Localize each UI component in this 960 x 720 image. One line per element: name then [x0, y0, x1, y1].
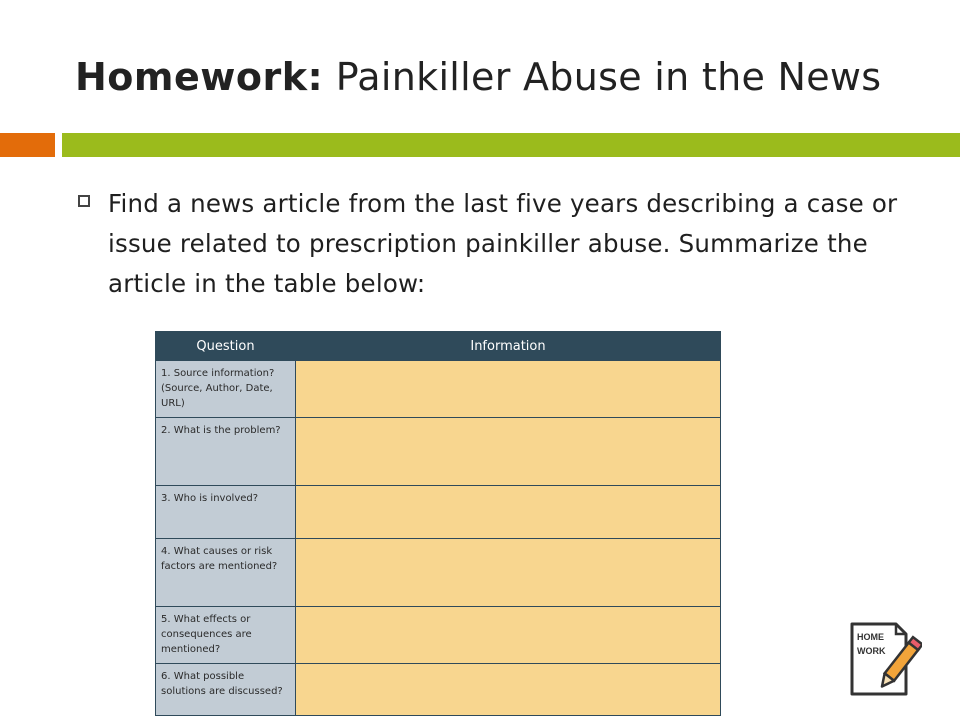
title-bold: Homework:	[75, 55, 324, 99]
homework-icon-line2: WORK	[857, 646, 886, 656]
square-bullet-icon	[78, 195, 90, 207]
header-information: Information	[296, 332, 721, 361]
question-cell: 3. Who is involved?	[156, 486, 296, 539]
table-header-row	[156, 332, 721, 361]
question-cell: 1. Source information? (Source, Author, Date, URL)	[156, 361, 296, 418]
summary-table	[155, 331, 721, 716]
answer-cell[interactable]	[296, 664, 721, 716]
answer-cell[interactable]	[296, 607, 721, 664]
answer-cell[interactable]	[296, 539, 721, 607]
question-cell: 6. What possible solutions are discussed?	[156, 664, 296, 716]
accent-bar-green	[62, 133, 960, 157]
table-row	[156, 664, 721, 716]
question-cell: 2. What is the problem?	[156, 418, 296, 486]
title-rest: Painkiller Abuse in the News	[335, 55, 882, 99]
table-row	[156, 361, 721, 418]
answer-cell[interactable]	[296, 418, 721, 486]
table-row	[156, 418, 721, 486]
table-row	[156, 486, 721, 539]
homework-icon-line1: HOME	[857, 632, 884, 642]
answer-cell[interactable]	[296, 486, 721, 539]
header-question: Question	[156, 332, 296, 361]
table-row	[156, 539, 721, 607]
accent-bar-orange	[0, 133, 55, 157]
answer-cell[interactable]	[296, 361, 721, 418]
slide-title	[75, 52, 881, 102]
table-row	[156, 607, 721, 664]
question-cell: 5. What effects or consequences are mentioned?	[156, 607, 296, 664]
bullet-text: Find a news article from the last five years describing a case or issue related to prescription painkiller abuse. Summarize the article in the table below:	[108, 189, 898, 298]
question-cell: 4. What causes or risk factors are mentioned?	[156, 539, 296, 607]
homework-icon	[846, 618, 922, 700]
